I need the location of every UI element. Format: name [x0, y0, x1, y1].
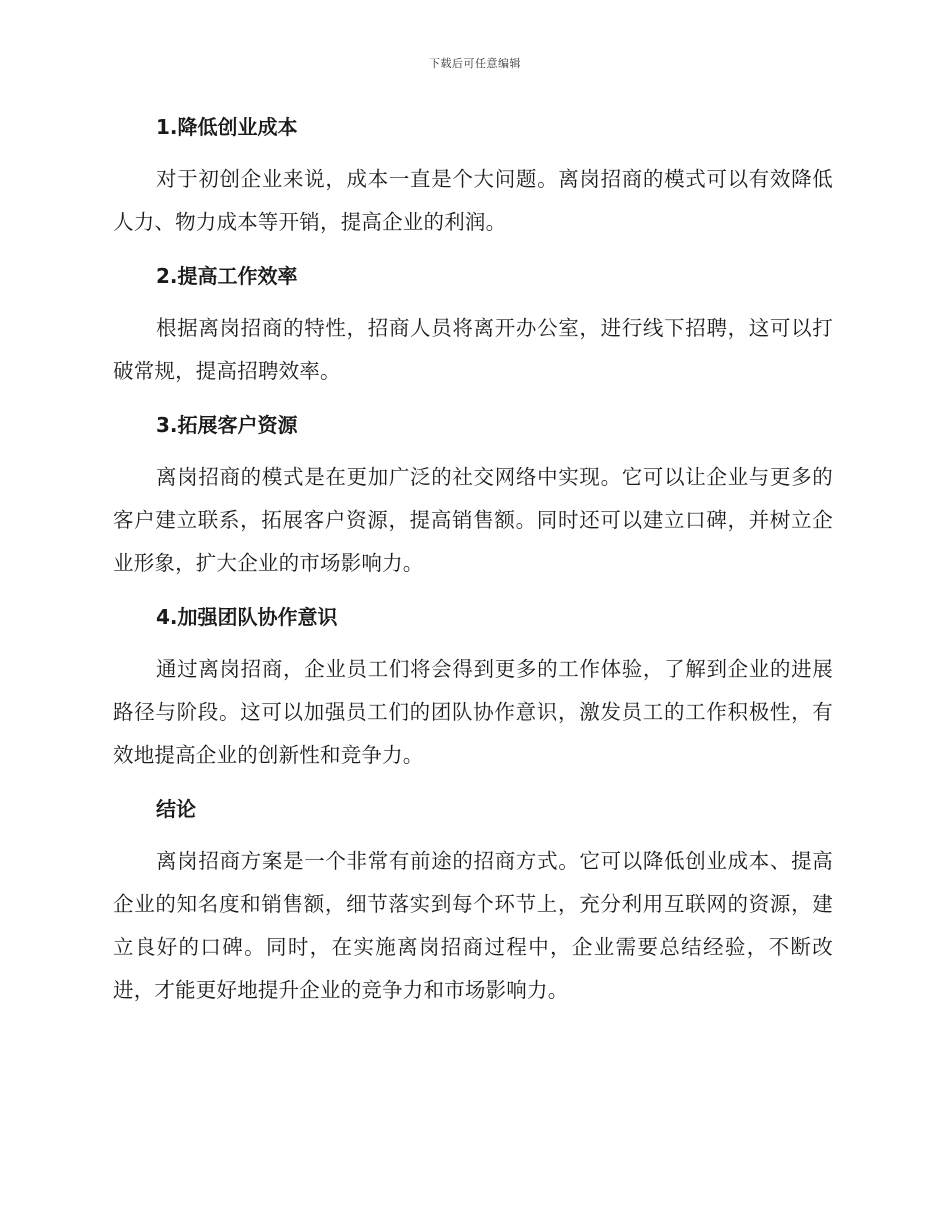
document-body: [113, 110, 833, 1027]
section-improve-efficiency: [113, 259, 833, 393]
section-paragraph: 离岗招商的模式是在更加广泛的社交网络中实现。它可以让企业与更多的客户建立联系，拓展客户资源，提高销售额。同时还可以建立口碑，并树立企业形象，扩大企业的市场影响力。: [113, 465, 833, 575]
section-reduce-cost: [113, 110, 833, 244]
section-expand-customers: [113, 408, 833, 585]
page-header-note: 下载后可任意编辑: [429, 57, 521, 70]
section-conclusion: [113, 792, 833, 1012]
section-heading: 4.加强团队协作意识: [156, 605, 338, 629]
section-heading: 3.拓展客户资源: [156, 413, 298, 437]
section-heading: 1.降低创业成本: [156, 115, 298, 139]
section-teamwork: [113, 600, 833, 777]
section-paragraph: 离岗招商方案是一个非常有前途的招商方式。它可以降低创业成本、提高企业的知名度和销售额，细节落实到每个环节上，充分利用互联网的资源，建立良好的口碑。同时，在实施离岗招商过程中，企业需要总结经验，不断改进，才能更好地提升企业的竞争力和市场影响力。: [113, 849, 833, 1002]
section-paragraph: 根据离岗招商的特性，招商人员将离开办公室，进行线下招聘，这可以打破常规，提高招聘效率。: [113, 316, 833, 383]
section-paragraph: 对于初创企业来说，成本一直是个大问题。离岗招商的模式可以有效降低人力、物力成本等开销，提高企业的利润。: [113, 167, 833, 234]
section-heading: 2.提高工作效率: [156, 264, 298, 288]
section-heading: 结论: [156, 797, 196, 821]
section-paragraph: 通过离岗招商，企业员工们将会得到更多的工作体验，了解到企业的进展路径与阶段。这可以加强员工们的团队协作意识，激发员工的工作积极性，有效地提高企业的创新性和竞争力。: [113, 657, 833, 767]
